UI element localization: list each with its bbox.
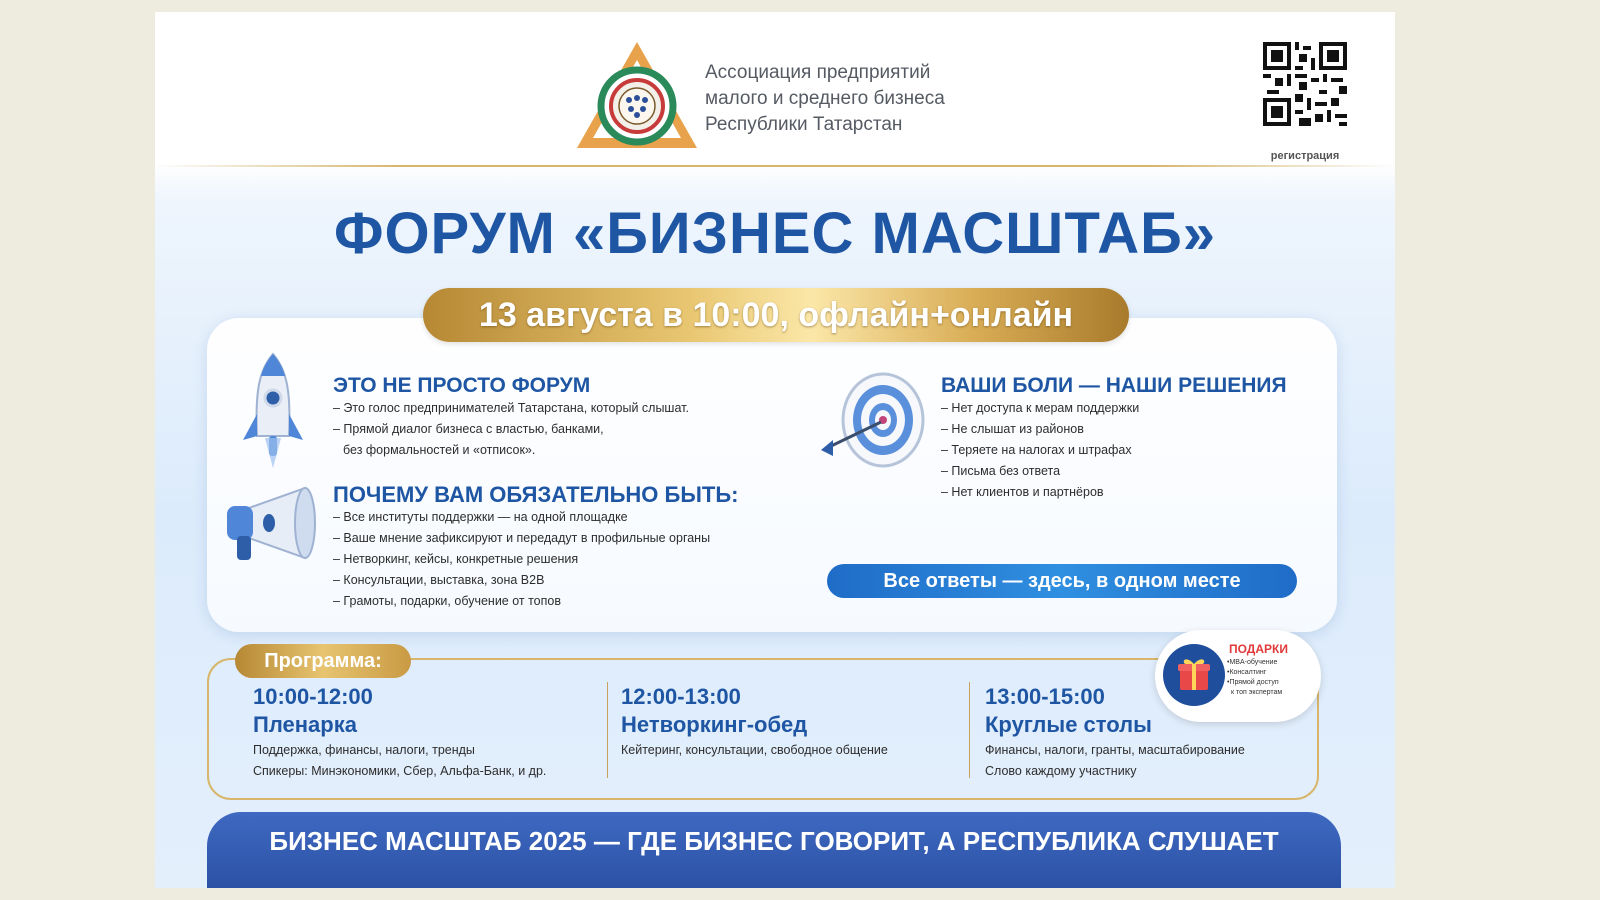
- slot-time: 10:00-12:00: [253, 684, 373, 709]
- slot-detail: Кейтеринг, консультации, свободное общение: [621, 743, 888, 757]
- qr-code-icon[interactable]: [1263, 42, 1347, 126]
- divider: [969, 682, 970, 778]
- list-item: – Письма без ответа: [941, 464, 1061, 478]
- gifts-title: ПОДАРКИ: [1229, 642, 1288, 656]
- list-item: •MBA-обучение: [1227, 659, 1278, 666]
- slot-time: 12:00-13:00: [621, 684, 741, 709]
- gifts-list: [1227, 658, 1282, 698]
- gift-icon: [1177, 656, 1211, 692]
- list-item: к топ экспертам: [1231, 689, 1283, 696]
- slot-details: [985, 740, 1245, 782]
- list-item: – Нет клиентов и партнёров: [941, 485, 1104, 499]
- list-item: •Прямой доступ: [1227, 679, 1279, 686]
- gift-circle: [1163, 644, 1225, 706]
- registration-qr[interactable]: [1253, 36, 1357, 162]
- list-item: – Грамоты, подарки, обучение от топов: [333, 594, 561, 608]
- forum-title: ФОРУМ «БИЗНЕС МАСШТАБ»: [333, 201, 1217, 266]
- list-item: – Не слышат из районов: [941, 422, 1084, 436]
- why-attend-list: [333, 507, 710, 612]
- slot-name: Нетворкинг-обед: [621, 712, 808, 737]
- list-item: – Нет доступа к мерам поддержки: [941, 401, 1140, 415]
- association-line: малого и среднего бизнеса: [705, 88, 945, 109]
- target-icon: [819, 370, 931, 474]
- list-item: – Это голос предпринимателей Татарстана, который слышат.: [333, 401, 689, 415]
- footer-banner: [207, 812, 1341, 888]
- slot-detail: Спикеры: Минэкономики, Сбер, Альфа-Банк, и др.: [253, 764, 547, 778]
- qr-label: регистрация: [1270, 150, 1340, 162]
- not-just-forum-list: [333, 398, 689, 461]
- section-heading-not-just-forum: ЭТО НЕ ПРОСТО ФОРУМ: [333, 374, 591, 397]
- divider: [607, 682, 608, 778]
- section-heading-pains: ВАШИ БОЛИ — НАШИ РЕШЕНИЯ: [941, 374, 1287, 397]
- slot-detail: Слово каждому участнику: [985, 764, 1137, 778]
- association-line: Ассоциация предприятий: [705, 62, 931, 83]
- list-item: •Консалтинг: [1227, 669, 1267, 676]
- footer-slogan: БИЗНЕС МАСШТАБ 2025 — ГДЕ БИЗНЕС ГОВОРИТ, А РЕСПУБЛИКА СЛУШАЕТ: [269, 826, 1279, 856]
- rocket-icon: [241, 352, 305, 470]
- slot-details: [621, 740, 888, 761]
- list-item: – Теряете на налогах и штрафах: [941, 443, 1132, 457]
- slot-details: [253, 740, 546, 782]
- association-name: [705, 60, 1025, 138]
- slot-detail: Поддержка, финансы, налоги, тренды: [253, 743, 475, 757]
- answers-banner: Все ответы — здесь, в одном месте: [827, 564, 1297, 598]
- list-item: – Нетворкинг, кейсы, конкретные решения: [333, 552, 579, 566]
- list-item: – Консультации, выставка, зона B2B: [333, 573, 545, 587]
- list-item: – Ваше мнение зафиксируют и передадут в профильные органы: [333, 531, 711, 545]
- forum-poster: [155, 12, 1395, 888]
- date-banner: 13 августа в 10:00, офлайн+онлайн: [423, 288, 1129, 342]
- program-label: Программа:: [235, 644, 411, 678]
- divider: [155, 165, 1395, 167]
- pains-list: [941, 398, 1139, 503]
- slot-name: Круглые столы: [985, 712, 1152, 737]
- slot-detail: Финансы, налоги, гранты, масштабирование: [985, 743, 1245, 757]
- megaphone-icon: [219, 480, 319, 566]
- association-logo-icon: [575, 40, 699, 152]
- list-item: – Все институты поддержки — на одной площадке: [333, 510, 628, 524]
- association-line: Республики Татарстан: [705, 114, 903, 135]
- slot-time: 13:00-15:00: [985, 684, 1105, 709]
- list-item: – Прямой диалог бизнеса с властью, банками,: [333, 422, 604, 436]
- slot-name: Пленарка: [253, 712, 357, 737]
- section-heading-why-attend: ПОЧЕМУ ВАМ ОБЯЗАТЕЛЬНО БЫТЬ:: [333, 482, 739, 507]
- gifts-badge: [1155, 630, 1321, 722]
- list-item: без формальностей и «отписок».: [343, 443, 536, 457]
